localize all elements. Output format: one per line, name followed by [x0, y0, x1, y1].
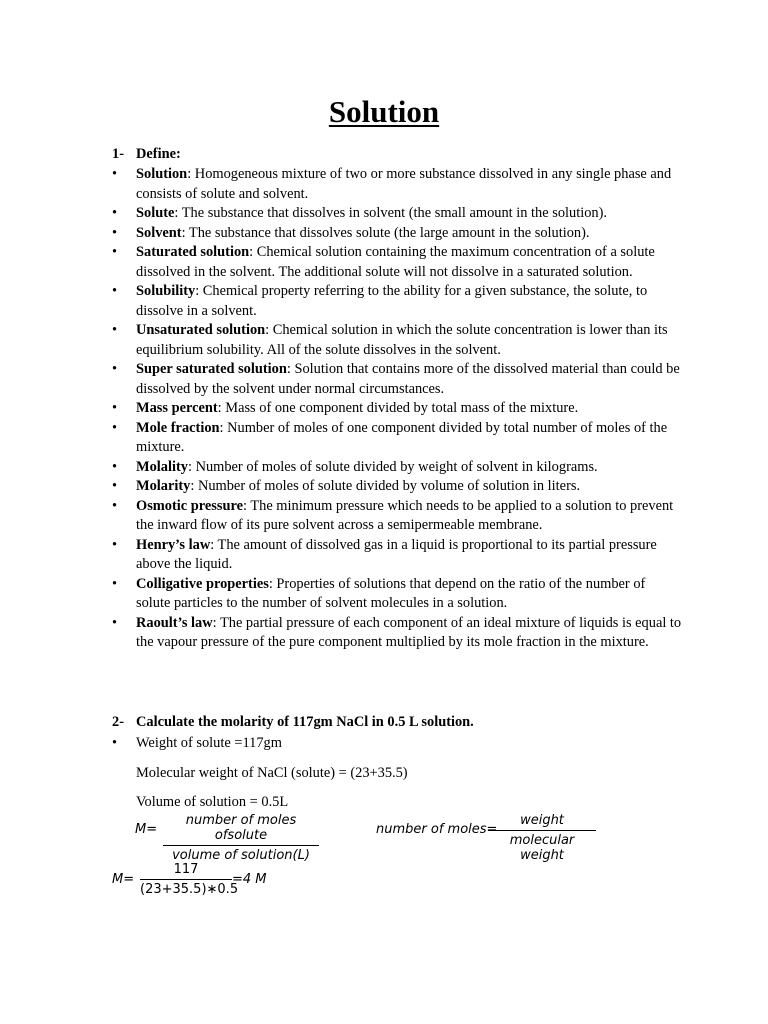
definition-term: Solute — [136, 205, 175, 221]
definition-term: Colligative properties — [136, 575, 269, 592]
moles-denominator: molecular weight — [509, 833, 575, 863]
moles-formula-lhs: number of moles= — [376, 822, 498, 837]
bullet-point: • — [112, 614, 118, 631]
bullet-point: • — [112, 205, 118, 221]
bullet-point: • — [112, 419, 118, 436]
section-2-number: 2- — [112, 714, 124, 730]
definition-item — [112, 243, 682, 282]
definition-term: Henry’s law — [136, 536, 211, 553]
definition-term: Mass percent — [136, 400, 218, 416]
volume-of-solution-line: Volume of solution = 0.5L — [136, 794, 289, 810]
section-1-heading — [112, 146, 181, 163]
section-2-title: Calculate the molarity of 117gm NaCl in 0.5 L solution. — [136, 714, 474, 730]
definition-term: Mole fraction — [136, 419, 220, 436]
definition-text: : Mass of one component divided by total mass of the mixture. — [217, 400, 579, 416]
definition-text: : Properties of solutions that depend on the ratio of the number of solute particles to the number of solvent molecules in a solution. — [136, 575, 646, 611]
bullet-point: • — [112, 575, 118, 592]
page-title: Solution — [328, 94, 440, 129]
definition-item — [112, 575, 682, 614]
calc-bullet: • — [112, 735, 118, 751]
definition-item — [112, 321, 682, 360]
definition-text: : The minimum pressure which needs to be applied to a solution to prevent the inward flow of its pure solvent across a semipermeable membrane. — [136, 497, 674, 533]
definition-term: Solubility — [136, 283, 196, 299]
definition-item — [112, 224, 682, 244]
bullet-point: • — [112, 283, 118, 299]
bullet-point: • — [112, 224, 118, 241]
bullet-point: • — [112, 400, 118, 416]
definition-text: : Number of moles of solute divided by volume of solution in liters. — [190, 478, 581, 494]
molarity-denominator: volume of solution(L) — [172, 848, 310, 863]
bullet-point: • — [112, 497, 118, 514]
molecular-weight-line: Molecular weight of NaCl (solute) = (23+35.5) — [136, 765, 408, 781]
molarity-formula-fraction — [163, 813, 319, 863]
result-denominator: (23+35.5)∗0.5 — [140, 882, 239, 897]
definition-term: Raoult’s law — [136, 614, 213, 631]
section-1-title: Define: — [136, 146, 181, 162]
weight-of-solute-line: Weight of solute =117gm — [136, 735, 282, 751]
result-formula-fraction — [140, 862, 239, 897]
definition-text: : Chemical property referring to the ability for a given substance, the solute, to dissolve in a solvent. — [136, 283, 648, 319]
definition-item — [112, 458, 682, 478]
definition-term: Molality — [136, 458, 188, 475]
result-value: =4 M — [232, 872, 267, 887]
definition-text: : Chemical solution containing the maximum concentration of a solute dissolved in the solvent. The additional solute will not dissolve in a saturated solution. — [136, 244, 655, 280]
bullet-point: • — [112, 322, 118, 338]
result-numerator: 117 — [140, 862, 232, 880]
definition-text: : Number of moles of solute divided by weight of solvent in kilograms. — [187, 458, 598, 475]
section-2-heading — [112, 714, 474, 731]
definition-item — [112, 282, 682, 321]
moles-numerator: weight — [488, 813, 596, 831]
definition-term: Molarity — [136, 478, 191, 494]
definition-text: : The partial pressure of each component of an ideal mixture of liquids is equal to the vapour pressure of the pure component multiplied by its mole fraction in the mixture. — [136, 614, 682, 650]
bullet-point: • — [112, 458, 118, 475]
bullet-point: • — [112, 361, 118, 377]
bullet-point: • — [112, 478, 118, 494]
bullet-point: • — [112, 536, 118, 553]
definition-term: Super saturated solution — [136, 361, 287, 377]
result-formula-lhs: M= — [112, 872, 135, 887]
definition-term: Osmotic pressure — [136, 497, 243, 514]
definition-text: : Homogeneous mixture of two or more substance dissolved in any single phase and consists of solute and solvent. — [136, 166, 672, 202]
definition-term: Solvent — [136, 224, 182, 241]
definition-text: : Number of moles of one component divided by total number of moles of the mixture. — [136, 419, 668, 455]
definition-item — [112, 477, 682, 497]
section-1-number: 1- — [112, 146, 124, 162]
definition-text: : The substance that dissolves in solvent (the small amount in the solution). — [174, 205, 607, 221]
definition-term: Saturated solution — [136, 244, 250, 260]
definition-item — [112, 419, 682, 458]
definition-item — [112, 614, 682, 653]
definition-item — [112, 399, 682, 419]
definition-text: : The substance that dissolves solute (the large amount in the solution). — [181, 224, 590, 241]
bullet-point: • — [112, 166, 118, 182]
molarity-numerator: number of moles ofsolute — [163, 813, 319, 846]
definition-text: : Solution that contains more of the dissolved material than could be dissolved by the solvent under normal circumstances. — [136, 361, 680, 397]
bullet-point: • — [112, 244, 118, 260]
definition-item — [112, 360, 682, 399]
definitions-list — [112, 165, 682, 653]
definition-item — [112, 536, 682, 575]
definition-term: Unsaturated solution — [136, 322, 266, 338]
definition-item — [112, 497, 682, 536]
definition-item — [112, 165, 682, 204]
definition-item — [112, 204, 682, 224]
molarity-formula-lhs: M= — [135, 822, 158, 837]
definition-text: : Chemical solution in which the solute concentration is lower than its equilibrium solubility. All of the solute dissolves in the solvent. — [136, 322, 668, 358]
definition-term: Solution — [136, 166, 188, 182]
definition-text: : The amount of dissolved gas in a liquid is proportional to its partial pressure above the liquid. — [136, 536, 657, 572]
moles-formula-fraction — [488, 813, 596, 863]
